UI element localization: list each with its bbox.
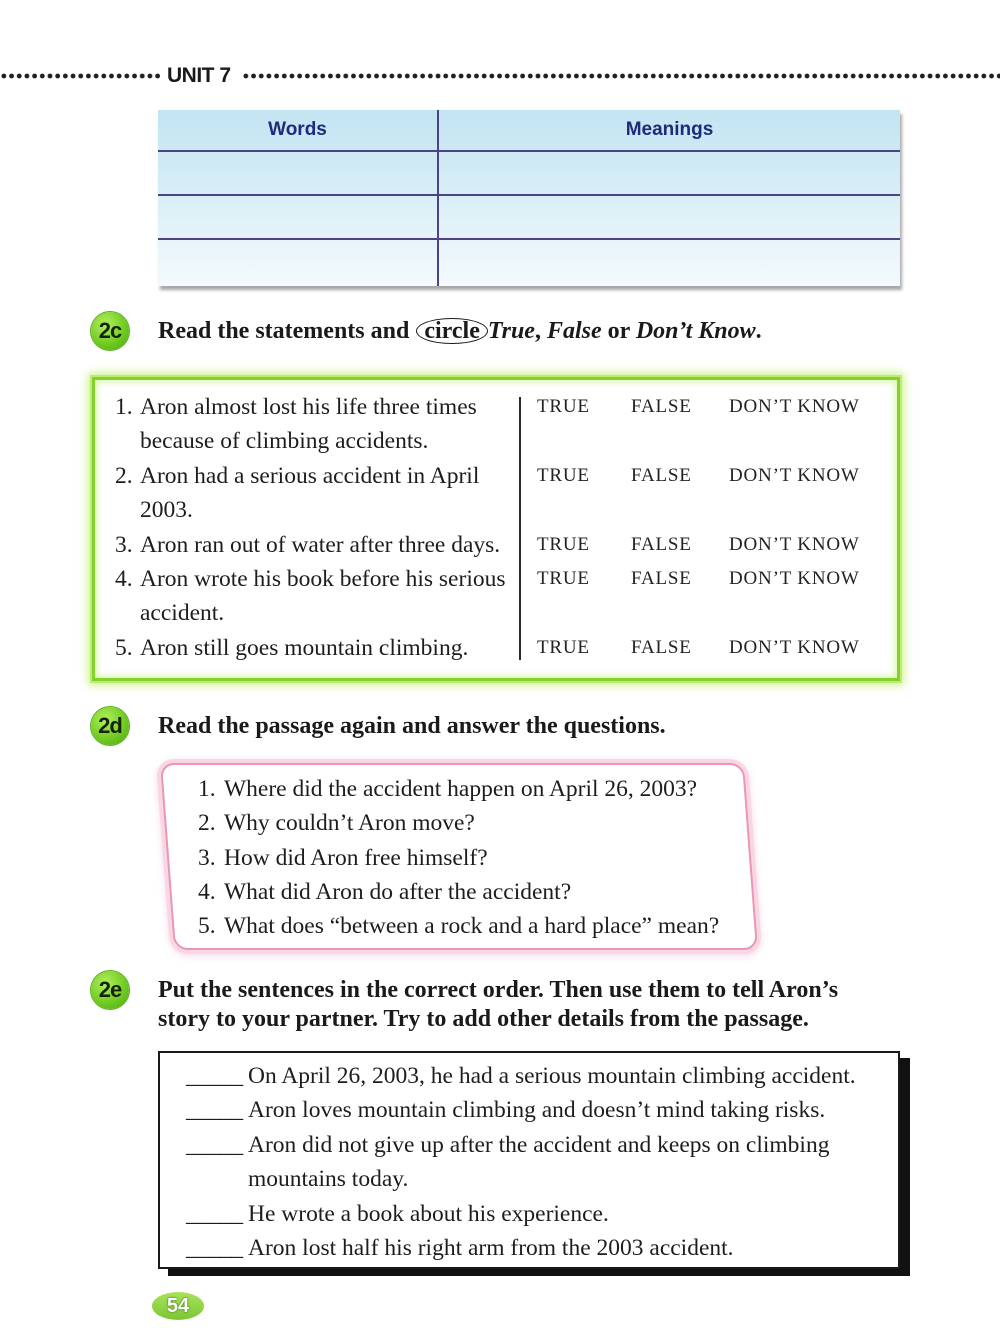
unit-label: UNIT 7 xyxy=(167,64,231,87)
option-false: FALSE xyxy=(631,396,692,417)
option-dont-know: DON’T KNOW xyxy=(729,396,860,417)
question-text: How did Aron free himself? xyxy=(224,844,488,871)
question-item xyxy=(198,806,719,840)
statement-text-line: Aron ran out of water after three days. xyxy=(140,531,501,558)
statement-text-line: Aron still goes mountain climbing. xyxy=(140,634,469,661)
option-dont-know: DON’T KNOW xyxy=(729,464,860,486)
option-dont-know: DON’T KNOW xyxy=(729,568,860,590)
statement-text-line: because of climbing accidents. xyxy=(140,428,429,455)
statement-number: 2. xyxy=(115,462,133,489)
question-number: 1. xyxy=(198,776,216,802)
option-true: TRUE xyxy=(537,396,590,417)
dont-know-word: Don’t Know xyxy=(635,318,756,344)
order-blank: _____ xyxy=(186,1235,243,1262)
meaning-cell xyxy=(439,240,900,286)
vocabulary-table-row xyxy=(158,152,900,196)
sentence-text-line: On April 26, 2003, he had a serious mountain climbing accident. xyxy=(248,1063,856,1089)
vocabulary-table-row xyxy=(158,196,900,240)
question-number: 3. xyxy=(198,844,216,871)
order-blank: _____ xyxy=(186,1097,243,1124)
instruction-line: story to your partner. Try to add other details from the passage. xyxy=(158,1005,809,1032)
vocabulary-table xyxy=(158,110,900,286)
statement-text-line: Aron wrote his book before his serious xyxy=(140,566,506,593)
order-blank: _____ xyxy=(186,1131,243,1158)
question-number: 2. xyxy=(198,810,216,837)
option-false: FALSE xyxy=(631,636,692,658)
option-dont-know: DON’T KNOW xyxy=(729,533,860,555)
option-false: FALSE xyxy=(631,568,692,590)
sentence-item xyxy=(186,1128,856,1197)
section-badge-2c: 2c xyxy=(91,312,129,350)
statement-item xyxy=(95,390,860,459)
sentence-item xyxy=(186,1231,856,1265)
instruction-line: Put the sentences in the correct order. Then use them to tell Aron’s xyxy=(158,976,839,1003)
question-number: 4. xyxy=(198,878,216,905)
sentence-text-line: mountains today. xyxy=(248,1166,409,1193)
question-item xyxy=(198,909,719,943)
page-number: 54 xyxy=(152,1292,204,1320)
option-false: FALSE xyxy=(631,533,692,555)
header-dotted-rule-right xyxy=(242,72,1000,80)
sentence-text-line: Aron lost half his right arm from the 2003 accident. xyxy=(248,1235,734,1262)
option-true: TRUE xyxy=(537,533,590,555)
question-text: Why couldn’t Aron move? xyxy=(224,810,475,837)
sentence-item xyxy=(186,1093,856,1127)
sentence-text-line: Aron did not give up after the accident and keeps on climbing xyxy=(248,1131,830,1158)
sentence-text-line: He wrote a book about his experience. xyxy=(248,1200,609,1227)
statement-list xyxy=(95,390,860,665)
meaning-cell xyxy=(439,196,900,238)
section-2e-instruction xyxy=(158,976,838,1034)
statement-item xyxy=(95,562,860,631)
words-column-header: Words xyxy=(158,110,439,150)
statement-item xyxy=(95,459,860,528)
statement-item xyxy=(95,528,860,562)
meaning-cell xyxy=(439,152,900,194)
statement-number: 5. xyxy=(115,634,133,661)
question-list xyxy=(198,772,719,943)
order-blank: _____ xyxy=(186,1063,243,1089)
sentence-item xyxy=(186,1059,856,1093)
word-cell xyxy=(158,240,439,286)
question-text: What does “between a rock and a hard place” mean? xyxy=(224,913,720,940)
question-item xyxy=(198,875,719,909)
or-word: or xyxy=(607,318,630,344)
vocabulary-table-row xyxy=(158,240,900,286)
section-2c-instruction xyxy=(158,316,762,346)
column-divider xyxy=(519,397,521,660)
statement-number: 1. xyxy=(115,394,133,420)
question-text: What did Aron do after the accident? xyxy=(224,878,572,905)
false-word: False xyxy=(546,318,602,344)
statement-number: 3. xyxy=(115,531,133,558)
order-blank: _____ xyxy=(186,1200,243,1227)
statement-number: 4. xyxy=(115,566,133,593)
option-true: TRUE xyxy=(537,568,590,590)
question-text: Where did the accident happen on April 26, 2003? xyxy=(224,776,698,802)
statement-text-line: 2003. xyxy=(140,497,193,524)
word-cell xyxy=(158,196,439,238)
statement-text-line: Aron had a serious accident in April xyxy=(140,462,480,489)
instruction-text: Read the statements and xyxy=(158,318,410,344)
option-false: FALSE xyxy=(631,464,692,486)
question-item xyxy=(198,841,719,875)
question-number: 5. xyxy=(198,913,216,940)
circled-word: circle xyxy=(416,318,488,344)
question-item xyxy=(198,772,719,806)
section-2d-instruction: Read the passage again and answer the questions. xyxy=(158,713,666,739)
statement-item xyxy=(95,631,860,665)
vocabulary-table-header xyxy=(158,110,900,152)
option-true: TRUE xyxy=(537,636,590,658)
section-badge-2d: 2d xyxy=(91,707,129,745)
true-word: True xyxy=(487,318,535,344)
sentence-text-line: Aron loves mountain climbing and doesn’t mind taking risks. xyxy=(248,1097,826,1124)
true-false-box xyxy=(92,377,900,681)
meanings-column-header: Meanings xyxy=(625,119,714,140)
word-cell xyxy=(158,152,439,194)
option-dont-know: DON’T KNOW xyxy=(729,636,860,658)
sentence-item xyxy=(186,1197,856,1231)
sentence-list xyxy=(186,1059,856,1265)
option-true: TRUE xyxy=(537,464,590,486)
section-badge-2e: 2e xyxy=(91,971,129,1009)
statement-text-line: Aron almost lost his life three times xyxy=(140,394,477,420)
comma: , xyxy=(534,318,541,344)
period: . xyxy=(755,318,762,344)
statement-text-line: accident. xyxy=(140,600,225,627)
header-dotted-rule-left xyxy=(0,72,160,80)
